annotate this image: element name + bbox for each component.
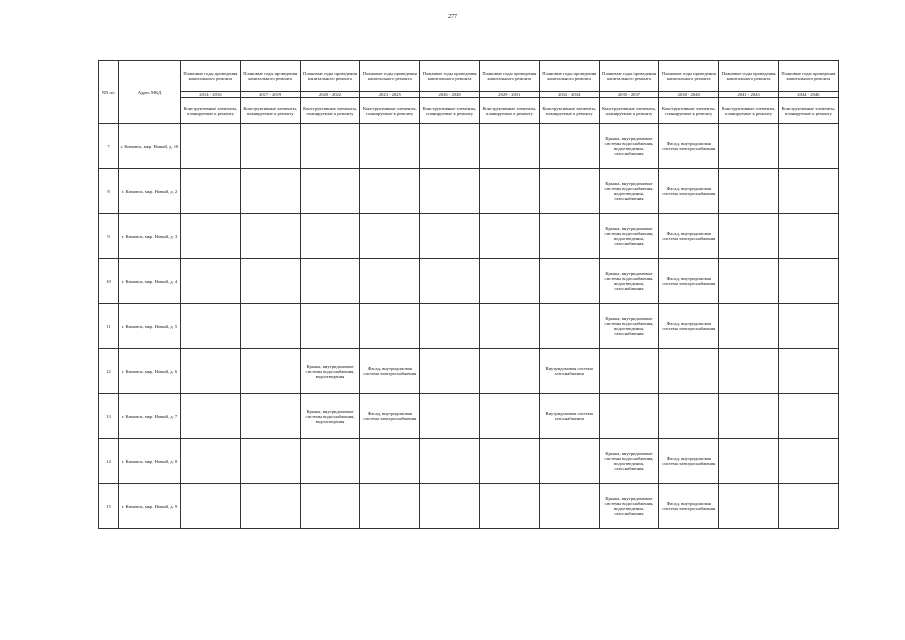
repair-elements-cell: Фасад, внутридомовая система электроснабжения — [360, 394, 420, 439]
period-years: 2017 - 2019 — [240, 92, 300, 98]
period-label: Плановые годы проведения капитального ремонта — [420, 61, 480, 92]
repair-elements-cell: Фасад, внутридомовая система электроснабжения — [659, 439, 719, 484]
repair-elements-cell — [300, 124, 360, 169]
row-number: 9 — [99, 214, 119, 259]
repair-elements-cell — [778, 124, 838, 169]
repair-elements-cell — [181, 304, 241, 349]
element-label: Конструктивные элементы, планируемые к ремонту — [778, 98, 838, 124]
repair-elements-cell — [778, 259, 838, 304]
repair-elements-cell — [240, 169, 300, 214]
repair-elements-cell — [719, 304, 779, 349]
repair-elements-cell — [240, 124, 300, 169]
repair-elements-cell — [719, 439, 779, 484]
repair-elements-cell — [360, 259, 420, 304]
repair-elements-cell: Фасад, внутридомовая система электроснабжения — [659, 214, 719, 259]
repair-elements-cell — [778, 394, 838, 439]
repair-elements-cell — [420, 439, 480, 484]
repair-elements-cell — [420, 259, 480, 304]
repair-elements-cell — [479, 394, 539, 439]
repair-elements-cell: Крыша, внутридомовые системы водоснабжения, водоотведения, газоснабжения — [599, 439, 659, 484]
repair-elements-cell — [420, 124, 480, 169]
repair-elements-cell — [360, 484, 420, 529]
table-row — [99, 349, 839, 394]
repair-elements-cell — [300, 304, 360, 349]
repair-elements-cell — [778, 214, 838, 259]
row-address: г. Кимовск, мкр. Новый, д. 8 — [119, 439, 181, 484]
element-label: Конструктивные элементы, планируемые к ремонту — [599, 98, 659, 124]
period-years: 2023 - 2025 — [360, 92, 420, 98]
row-address: г. Кимовск, мкр. Новый, д. 7 — [119, 394, 181, 439]
repair-elements-cell — [360, 439, 420, 484]
repair-elements-cell — [479, 124, 539, 169]
repair-elements-cell — [300, 214, 360, 259]
period-label: Плановые годы проведения капитального ремонта — [599, 61, 659, 92]
period-label: Плановые годы проведения капитального ремонта — [240, 61, 300, 92]
row-number: 11 — [99, 304, 119, 349]
repair-elements-cell — [719, 394, 779, 439]
repair-elements-cell: Внутридомовая система газоснабжения — [539, 349, 599, 394]
element-label: Конструктивные элементы, планируемые к ремонту — [539, 98, 599, 124]
period-years: 2029 - 2031 — [479, 92, 539, 98]
element-label: Конструктивные элементы, планируемые к ремонту — [659, 98, 719, 124]
table-row — [99, 304, 839, 349]
header-num: NN п/с — [99, 61, 119, 124]
repair-elements-cell — [539, 439, 599, 484]
row-address: г. Кимовск, мкр. Новый, д. 2 — [119, 169, 181, 214]
repair-elements-cell — [659, 394, 719, 439]
repair-elements-cell — [719, 349, 779, 394]
repair-elements-cell — [719, 124, 779, 169]
repair-elements-cell — [420, 304, 480, 349]
repair-elements-cell — [300, 259, 360, 304]
element-label: Конструктивные элементы, планируемые к ремонту — [240, 98, 300, 124]
repair-elements-cell — [659, 349, 719, 394]
period-years: 2038 - 2040 — [659, 92, 719, 98]
repair-elements-cell — [240, 394, 300, 439]
repair-elements-cell — [719, 484, 779, 529]
header-address: Адрес МКД — [119, 61, 181, 124]
repair-elements-cell: Крыша, внутридомовые системы водоснабжения, водоотведения — [300, 349, 360, 394]
period-years: 2020 - 2022 — [300, 92, 360, 98]
capital-repair-table — [98, 60, 839, 529]
repair-elements-cell — [479, 169, 539, 214]
repair-elements-cell — [240, 259, 300, 304]
period-years: 2041 - 2043 — [719, 92, 779, 98]
element-label: Конструктивные элементы, планируемые к ремонту — [300, 98, 360, 124]
repair-elements-cell — [539, 484, 599, 529]
table-row — [99, 169, 839, 214]
row-address: г. Кимовск, мкр. Новый, д. 9 — [119, 484, 181, 529]
repair-elements-cell: Фасад, внутридомовая система электроснабжения — [659, 304, 719, 349]
repair-elements-cell: Крыша, внутридомовые системы водоснабжения, водоотведения, газоснабжения — [599, 214, 659, 259]
repair-elements-cell: Крыша, внутридомовые системы водоснабжения, водоотведения, газоснабжения — [599, 259, 659, 304]
period-label: Плановые годы проведения капитального ремонта — [300, 61, 360, 92]
repair-elements-cell — [479, 304, 539, 349]
row-number: 15 — [99, 484, 119, 529]
repair-elements-cell — [181, 394, 241, 439]
repair-elements-cell — [360, 214, 420, 259]
table-row — [99, 214, 839, 259]
period-label: Плановые годы проведения капитального ремонта — [539, 61, 599, 92]
repair-elements-cell — [420, 394, 480, 439]
repair-elements-cell — [479, 484, 539, 529]
row-number: 10 — [99, 259, 119, 304]
repair-elements-cell — [539, 214, 599, 259]
table-body — [99, 124, 839, 529]
repair-elements-cell — [778, 484, 838, 529]
repair-elements-cell: Крыша, внутридомовые системы водоснабжения, водоотведения — [300, 394, 360, 439]
repair-elements-cell: Крыша, внутридомовые системы водоснабжения, водоотведения, газоснабжения — [599, 169, 659, 214]
repair-elements-cell — [719, 214, 779, 259]
repair-elements-cell: Фасад, внутридомовая система электроснабжения — [659, 484, 719, 529]
repair-elements-cell — [599, 349, 659, 394]
repair-elements-cell — [778, 439, 838, 484]
period-years: 2032 - 2034 — [539, 92, 599, 98]
repair-elements-cell — [479, 439, 539, 484]
repair-elements-cell — [539, 259, 599, 304]
row-address: г. Кимовск, мкр. Новый, д. 4 — [119, 259, 181, 304]
row-number: 8 — [99, 169, 119, 214]
row-number: 7 — [99, 124, 119, 169]
element-label: Конструктивные элементы, планируемые к ремонту — [719, 98, 779, 124]
repair-elements-cell — [181, 259, 241, 304]
repair-elements-cell — [479, 214, 539, 259]
repair-elements-cell — [719, 169, 779, 214]
element-label: Конструктивные элементы, планируемые к ремонту — [479, 98, 539, 124]
table-row — [99, 124, 839, 169]
row-address: г. Кимовск, мкр. Новый, д. 10 — [119, 124, 181, 169]
period-label: Плановые годы проведения капитального ремонта — [181, 61, 241, 92]
repair-elements-cell — [181, 349, 241, 394]
header-row-elements — [99, 98, 839, 124]
repair-elements-cell — [539, 124, 599, 169]
repair-elements-cell — [719, 259, 779, 304]
period-years: 2014 - 2016 — [181, 92, 241, 98]
row-number: 12 — [99, 349, 119, 394]
header-row-periods — [99, 61, 839, 92]
element-label: Конструктивные элементы, планируемые к ремонту — [420, 98, 480, 124]
element-label: Конструктивные элементы, планируемые к ремонту — [181, 98, 241, 124]
repair-elements-cell: Фасад, внутридомовая система электроснабжения — [659, 169, 719, 214]
row-address: г. Кимовск, мкр. Новый, д. 6 — [119, 349, 181, 394]
table-row — [99, 259, 839, 304]
repair-elements-cell — [539, 304, 599, 349]
repair-elements-cell — [240, 349, 300, 394]
repair-elements-cell — [240, 439, 300, 484]
repair-elements-cell: Фасад, внутридомовая система электроснабжения — [659, 259, 719, 304]
period-label: Плановые годы проведения капитального ремонта — [778, 61, 838, 92]
repair-elements-cell — [778, 169, 838, 214]
period-years: 2026 - 2028 — [420, 92, 480, 98]
repair-elements-cell: Фасад, внутридомовая система электроснабжения — [659, 124, 719, 169]
page-number: 277 — [448, 14, 457, 20]
repair-elements-cell — [300, 439, 360, 484]
repair-elements-cell: Фасад, внутридомовая система электроснабжения — [360, 349, 420, 394]
repair-elements-cell: Крыша, внутридомовые системы водоснабжения, водоотведения, газоснабжения — [599, 484, 659, 529]
period-years: 2044 - 2046 — [778, 92, 838, 98]
repair-elements-cell — [420, 214, 480, 259]
repair-elements-cell — [479, 259, 539, 304]
repair-elements-cell — [420, 169, 480, 214]
repair-elements-cell: Внутридомовая система газоснабжения — [539, 394, 599, 439]
period-label: Плановые годы проведения капитального ремонта — [360, 61, 420, 92]
repair-elements-cell — [300, 484, 360, 529]
table-row — [99, 394, 839, 439]
row-address: г. Кимовск, мкр. Новый, д. 3 — [119, 214, 181, 259]
repair-elements-cell — [181, 439, 241, 484]
repair-elements-cell — [539, 169, 599, 214]
repair-elements-cell: Крыша, внутридомовые системы водоснабжения, водоотведения, газоснабжения — [599, 304, 659, 349]
row-address: г. Кимовск, мкр. Новый, д. 5 — [119, 304, 181, 349]
period-years: 2035 - 2037 — [599, 92, 659, 98]
row-number: 13 — [99, 394, 119, 439]
table-row — [99, 439, 839, 484]
repair-elements-cell — [360, 304, 420, 349]
repair-elements-cell — [778, 304, 838, 349]
repair-elements-cell — [181, 214, 241, 259]
period-label: Плановые годы проведения капитального ремонта — [659, 61, 719, 92]
repair-elements-cell — [240, 484, 300, 529]
period-label: Плановые годы проведения капитального ремонта — [719, 61, 779, 92]
repair-elements-cell — [181, 124, 241, 169]
table-row — [99, 484, 839, 529]
repair-elements-cell — [300, 169, 360, 214]
repair-elements-cell — [479, 349, 539, 394]
element-label: Конструктивные элементы, планируемые к ремонту — [360, 98, 420, 124]
row-number: 14 — [99, 439, 119, 484]
repair-elements-cell — [360, 169, 420, 214]
period-label: Плановые годы проведения капитального ремонта — [479, 61, 539, 92]
repair-elements-cell — [181, 484, 241, 529]
repair-elements-cell — [778, 349, 838, 394]
repair-elements-cell — [181, 169, 241, 214]
repair-elements-cell — [420, 484, 480, 529]
repair-elements-cell — [240, 214, 300, 259]
repair-elements-cell — [240, 304, 300, 349]
repair-elements-cell — [420, 349, 480, 394]
repair-elements-cell — [599, 394, 659, 439]
repair-elements-cell — [360, 124, 420, 169]
repair-elements-cell: Крыша, внутридомовые системы водоснабжения, водоотведения, газоснабжения — [599, 124, 659, 169]
